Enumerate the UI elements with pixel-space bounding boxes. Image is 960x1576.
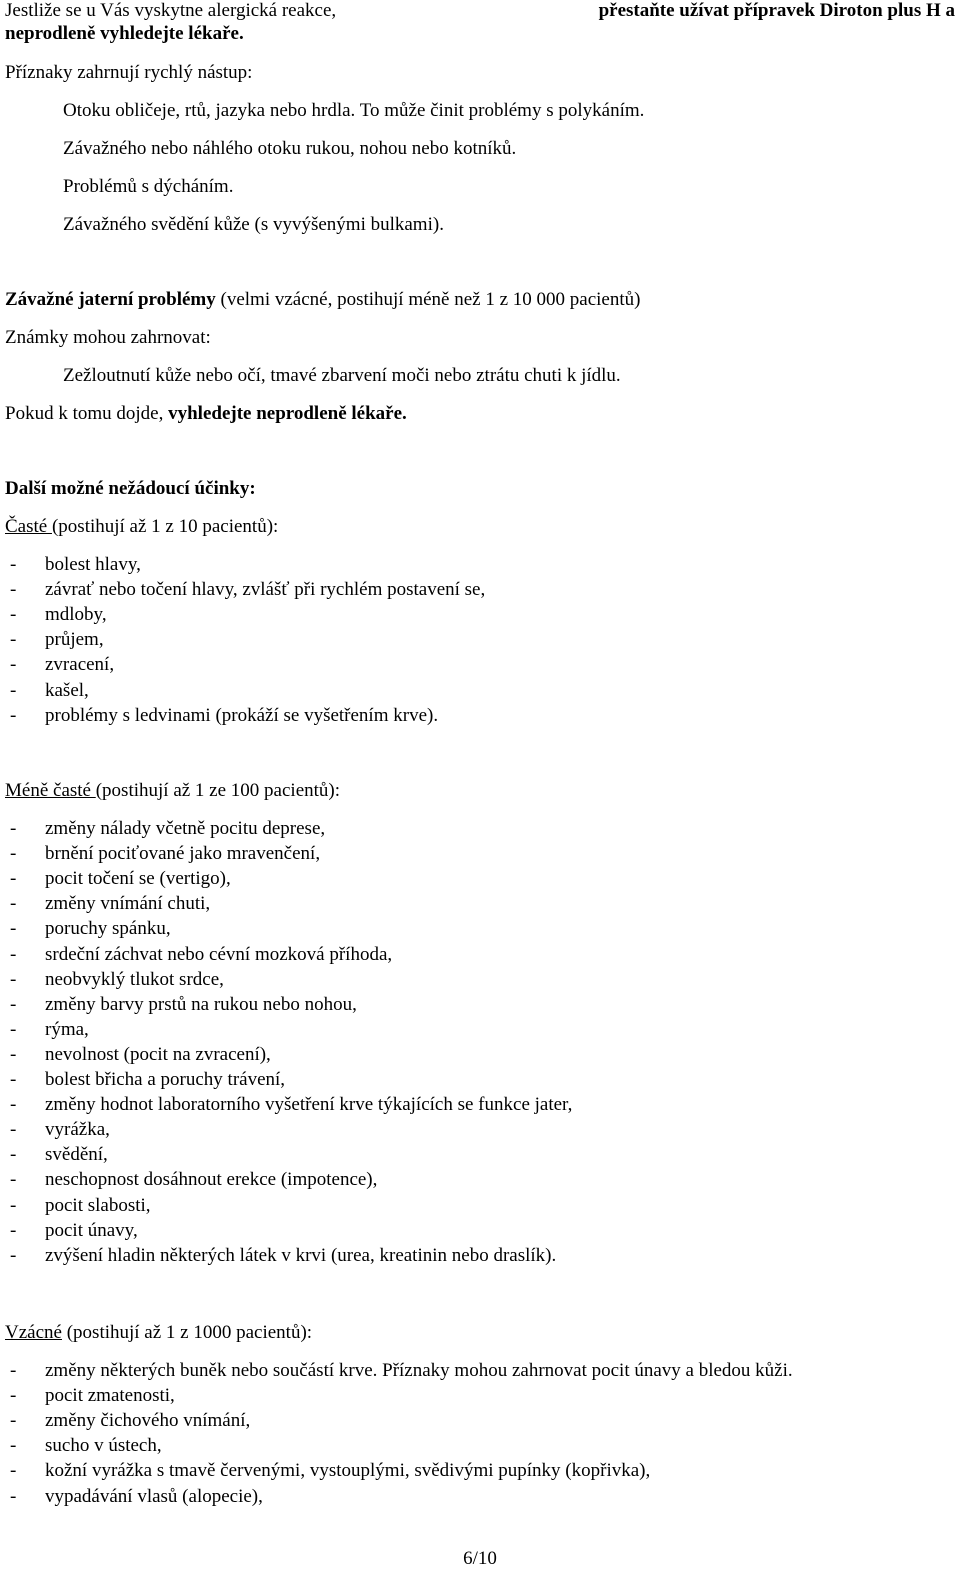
bullet-dash: - bbox=[10, 943, 17, 965]
list-item: vypadávání vlasů (alopecie), bbox=[45, 1485, 263, 1507]
other-effects-heading: Další možné nežádoucí účinky: bbox=[5, 478, 256, 499]
rare-frequency: (postihují až 1 z 1000 pacientů): bbox=[61, 1322, 313, 1343]
bullet-dash: - bbox=[10, 579, 17, 601]
symptom-item: Problémů s dýcháním. bbox=[63, 176, 234, 197]
bullet-dash: - bbox=[10, 843, 17, 865]
bullet-dash: - bbox=[10, 868, 17, 890]
list-item: zvýšení hladin některých látek v krvi (urea, kreatinin nebo draslík). bbox=[45, 1244, 557, 1266]
bullet-dash: - bbox=[10, 604, 17, 626]
bullet-dash: - bbox=[10, 654, 17, 676]
list-item: problémy s ledvinami (prokáží se vyšetřením krve). bbox=[45, 704, 439, 726]
list-item: poruchy spánku, bbox=[45, 918, 171, 940]
uncommon-frequency: (postihují až 1 ze 100 pacientů): bbox=[95, 780, 341, 801]
list-item: závrať nebo točení hlavy, zvlášť při rychlém postavení se, bbox=[45, 579, 486, 601]
bullet-dash: - bbox=[10, 704, 17, 726]
bullet-dash: - bbox=[10, 968, 17, 990]
bullet-dash: - bbox=[10, 679, 17, 701]
liver-title: Závažné jaterní problémy bbox=[5, 289, 216, 310]
bullet-dash: - bbox=[10, 1460, 17, 1482]
bullet-dash: - bbox=[10, 818, 17, 839]
list-item: rýma, bbox=[45, 1018, 89, 1040]
list-item: pocit slabosti, bbox=[45, 1194, 151, 1216]
uncommon-label: Méně časté bbox=[5, 780, 96, 801]
symptoms-label: Příznaky zahrnují rychlý nástup: bbox=[5, 62, 253, 83]
list-item: změny barvy prstů na rukou nebo nohou, bbox=[45, 993, 357, 1015]
list-item: pocit zmatenosti, bbox=[45, 1385, 175, 1407]
common-frequency: (postihují až 1 z 10 pacientů): bbox=[51, 516, 279, 537]
bullet-dash: - bbox=[10, 1360, 17, 1381]
list-item: změny hodnot laboratorního vyšetření krve týkajících se funkce jater, bbox=[45, 1094, 573, 1116]
bullet-dash: - bbox=[10, 1410, 17, 1432]
bullet-dash: - bbox=[10, 1018, 17, 1040]
list-item: neschopnost dosáhnout erekce (impotence), bbox=[45, 1169, 378, 1191]
bullet-dash: - bbox=[10, 554, 17, 575]
common-heading bbox=[5, 516, 278, 538]
rare-heading bbox=[5, 1322, 312, 1344]
list-item: pocit únavy, bbox=[45, 1219, 138, 1241]
intro-line-1 bbox=[5, 0, 955, 22]
bullet-dash: - bbox=[10, 1094, 17, 1116]
liver-signs-label: Známky mohou zahrnovat: bbox=[5, 327, 211, 348]
bullet-dash: - bbox=[10, 629, 17, 651]
bullet-dash: - bbox=[10, 893, 17, 915]
list-item: změny některých buněk nebo součástí krve. Příznaky mohou zahrnovat pocit únavy a bledou kůži. bbox=[45, 1360, 793, 1381]
bullet-dash: - bbox=[10, 1194, 17, 1216]
uncommon-heading bbox=[5, 780, 340, 802]
symptom-item: Závažného svědění kůže (s vyvýšenými bulkami). bbox=[63, 214, 444, 235]
bullet-dash: - bbox=[10, 1069, 17, 1090]
bullet-dash: - bbox=[10, 1144, 17, 1166]
liver-signs: Zežloutnutí kůže nebo očí, tmavé zbarvení moči nebo ztrátu chuti k jídlu. bbox=[63, 365, 621, 386]
intro-text: Jestliže se u Vás vyskytne alergická reakce, bbox=[5, 0, 337, 21]
liver-action-text: Pokud k tomu dojde, bbox=[5, 403, 164, 424]
list-item: změny vnímání chuti, bbox=[45, 893, 211, 915]
liver-action-emphasis: vyhledejte neprodleně lékaře. bbox=[168, 403, 407, 424]
list-item: zvracení, bbox=[45, 654, 115, 676]
bullet-dash: - bbox=[10, 1219, 17, 1241]
bullet-dash: - bbox=[10, 1119, 17, 1141]
liver-frequency: (velmi vzácné, postihují méně než 1 z 10 000 pacientů) bbox=[220, 289, 641, 310]
bullet-dash: - bbox=[10, 1435, 17, 1457]
list-item: nevolnost (pocit na zvracení), bbox=[45, 1043, 271, 1065]
bullet-dash: - bbox=[10, 1485, 17, 1507]
list-item: změny čichového vnímání, bbox=[45, 1410, 251, 1432]
list-item: bolest hlavy, bbox=[45, 554, 141, 575]
symptom-item: Závažného nebo náhlého otoku rukou, nohou nebo kotníků. bbox=[63, 138, 517, 159]
list-item: kožní vyrážka s tmavě červenými, vystouplými, svědivými pupínky (kopřivka), bbox=[45, 1460, 651, 1482]
bullet-dash: - bbox=[10, 1043, 17, 1065]
list-item: vyrážka, bbox=[45, 1119, 110, 1141]
list-item: mdloby, bbox=[45, 604, 107, 626]
liver-heading bbox=[5, 289, 640, 311]
intro-warning: přestaňte užívat přípravek Diroton plus H a bbox=[598, 0, 955, 21]
bullet-dash: - bbox=[10, 1244, 17, 1266]
list-item: bolest břicha a poruchy trávení, bbox=[45, 1069, 286, 1090]
page-number: 6/10 bbox=[463, 1548, 497, 1569]
list-item: průjem, bbox=[45, 629, 104, 651]
bullet-dash: - bbox=[10, 918, 17, 940]
bullet-dash: - bbox=[10, 1169, 17, 1191]
symptom-item: Otoku obličeje, rtů, jazyka nebo hrdla. To může činit problémy s polykáním. bbox=[63, 100, 645, 121]
common-label: Časté bbox=[5, 516, 52, 537]
list-item: kašel, bbox=[45, 679, 89, 701]
bullet-dash: - bbox=[10, 1385, 17, 1407]
list-item: srdeční záchvat nebo cévní mozková příhoda, bbox=[45, 943, 393, 965]
list-item: sucho v ústech, bbox=[45, 1435, 162, 1457]
list-item: pocit točení se (vertigo), bbox=[45, 868, 231, 890]
bullet-dash: - bbox=[10, 993, 17, 1015]
list-item: svědění, bbox=[45, 1144, 108, 1166]
intro-line-2: neprodleně vyhledejte lékaře. bbox=[5, 23, 244, 44]
list-item: změny nálady včetně pocitu deprese, bbox=[45, 818, 326, 839]
liver-action bbox=[5, 403, 407, 425]
list-item: brnění pociťované jako mravenčení, bbox=[45, 843, 321, 865]
list-item: neobvyklý tlukot srdce, bbox=[45, 968, 224, 990]
rare-label: Vzácné bbox=[5, 1322, 62, 1343]
